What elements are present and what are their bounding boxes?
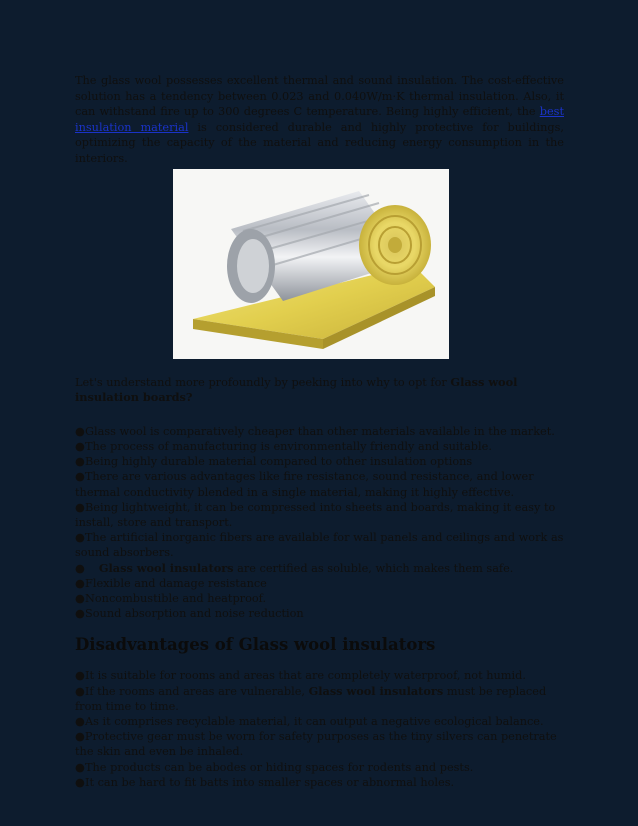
list-item: ●Sound absorption and noise reduction <box>75 607 304 621</box>
bullet-glyph: ● <box>75 531 85 545</box>
lead-paragraph <box>75 375 564 406</box>
bullet-glyph: ● <box>75 455 85 469</box>
list-item: ●As it comprises recyclable material, it can output a negative ecological balance. <box>75 715 544 728</box>
bullet-glyph: ● <box>75 561 85 575</box>
glass-wool-roll-image <box>173 169 449 359</box>
bullet-glyph: ● <box>75 715 85 728</box>
advantages-list <box>75 424 564 622</box>
intro-text-after-link: is considered durable and highly protective for buildings, optimizing the capacity of the material and reducing energy consumption in the interiors. <box>75 120 564 165</box>
bullet-glyph: ● <box>75 669 85 683</box>
list-item: ●The products can be abodes or hiding spaces for rodents and pests. <box>75 760 474 774</box>
list-item: ●It can be hard to fit batts into smaller spaces or abnormal holes. <box>75 775 455 789</box>
bullet-glyph: ● <box>75 607 85 621</box>
list-item: ●Noncombustible and heatproof. <box>75 591 267 605</box>
bullet-glyph: ● <box>75 730 85 744</box>
bullet-glyph: ● <box>75 760 85 774</box>
bullet-glyph: ● <box>75 775 85 789</box>
list-item: ●Glass wool is comparatively cheaper than other materials available in the market. <box>75 424 555 438</box>
list-item: ●The artificial inorganic fibers are available for wall panels and ceilings and work as sound absorbers. <box>75 531 564 560</box>
bullet-glyph: ● <box>75 470 85 484</box>
lead-bold: Glass wool insulation boards? <box>75 374 518 405</box>
list-item: ●There are various advantages like fire resistance, sound resistance, and lower thermal conductivity blended in a single material, making it highly effective. <box>75 470 534 499</box>
bullet-glyph: ● <box>75 591 85 605</box>
bullet-glyph: ● <box>75 500 85 514</box>
intro-paragraph <box>75 73 564 167</box>
bullet-glyph: ● <box>75 576 85 590</box>
glass-wool-roll-illustration <box>173 169 449 359</box>
list-item: ● Glass wool insulators are certified as soluble, which makes them safe. <box>75 560 514 575</box>
disadvantages-list <box>75 668 564 790</box>
bullet-glyph: ● <box>75 424 85 438</box>
lead-text: Let's understand more profoundly by peeking into why to opt for <box>75 375 451 389</box>
list-item: ●The process of manufacturing is environmentally friendly and suitable. <box>75 439 492 453</box>
bullet-glyph: ● <box>75 439 85 453</box>
list-item: ●It is suitable for rooms and areas that are completely waterproof, not humid. <box>75 669 526 683</box>
list-item: ●If the rooms and areas are vulnerable, Glass wool insulators must be replaced from time to time. <box>75 683 547 713</box>
list-item: ●Being highly durable material compared to other insulation options <box>75 455 473 469</box>
list-item: ●Being lightweight, it can be compressed into sheets and boards, making it easy to install, store and transport. <box>75 500 556 529</box>
insulation-material-link[interactable]: best insulation material <box>75 105 564 134</box>
bullet-glyph: ● <box>75 684 85 698</box>
document-content <box>75 73 564 790</box>
disadvantages-heading: Disadvantages of Glass wool insulators <box>75 635 436 655</box>
list-item: ●Protective gear must be worn for safety purposes as the tiny silvers can penetrate the skin and even be inhaled. <box>75 730 557 759</box>
intro-text-before-link: The glass wool possesses excellent thermal and sound insulation. The cost-effective solution has a tendency between 0.023 and 0.040W/m·K thermal insulation. Also, it can withstand fire up to 300 degrees C temperature. Being highly efficient, the <box>75 74 564 119</box>
list-item: ●Flexible and damage resistance <box>75 576 267 590</box>
